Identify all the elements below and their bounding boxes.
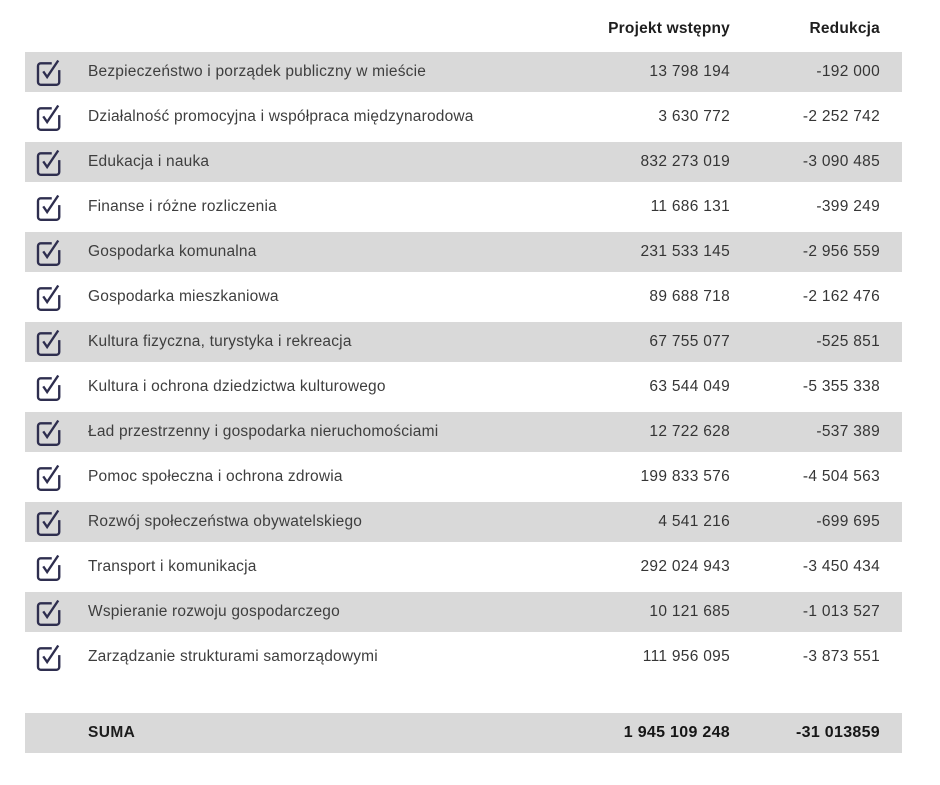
row-label: Pomoc społeczna i ochrona zdrowia xyxy=(88,468,343,485)
reduction-value: -537 389 xyxy=(816,423,880,440)
project-value: 10 121 685 xyxy=(649,603,730,620)
checkbox-cell xyxy=(25,417,88,447)
checkbox-cell xyxy=(25,237,88,267)
row-label: Kultura i ochrona dziedzictwa kulturowego xyxy=(88,378,386,395)
table-row xyxy=(25,592,902,632)
reduction-value: -5 355 338 xyxy=(802,378,880,395)
checkbox-cell xyxy=(25,57,88,87)
row-label: Działalność promocyjna i współpraca międzynarodowa xyxy=(88,108,474,125)
checkbox-cell xyxy=(25,327,88,357)
table-header xyxy=(25,0,902,52)
table-row xyxy=(25,412,902,452)
row-label: Wspieranie rozwoju gospodarczego xyxy=(88,603,340,620)
checked-checkbox-icon[interactable] xyxy=(33,237,63,267)
checked-checkbox-icon[interactable] xyxy=(33,147,63,177)
row-label: Finanse i różne rozliczenia xyxy=(88,198,277,215)
project-value: 11 686 131 xyxy=(650,198,730,215)
project-value: 111 956 095 xyxy=(642,648,730,665)
reduction-value: -2 162 476 xyxy=(802,288,880,305)
checked-checkbox-icon[interactable] xyxy=(33,282,63,312)
project-value: 4 541 216 xyxy=(658,513,730,530)
project-value: 292 024 943 xyxy=(640,558,730,575)
table-row xyxy=(25,187,902,227)
row-label: Ład przestrzenny i gospodarka nieruchomościami xyxy=(88,423,439,440)
reduction-value: -192 000 xyxy=(816,63,880,80)
checked-checkbox-icon[interactable] xyxy=(33,417,63,447)
project-value: 67 755 077 xyxy=(649,333,730,350)
checked-checkbox-icon[interactable] xyxy=(33,462,63,492)
checked-checkbox-icon[interactable] xyxy=(33,192,63,222)
checked-checkbox-icon[interactable] xyxy=(33,507,63,537)
table-body xyxy=(0,52,940,677)
checkbox-cell xyxy=(25,192,88,222)
table-row xyxy=(25,547,902,587)
checked-checkbox-icon[interactable] xyxy=(33,372,63,402)
reduction-value: -3 873 551 xyxy=(802,648,880,665)
table-row xyxy=(25,52,902,92)
reduction-value: -525 851 xyxy=(816,333,880,350)
checkbox-cell xyxy=(25,102,88,132)
table-row xyxy=(25,502,902,542)
checked-checkbox-icon[interactable] xyxy=(33,327,63,357)
row-label: Bezpieczeństwo i porządek publiczny w mieście xyxy=(88,63,427,80)
summary-row xyxy=(25,713,902,753)
reduction-value: -3 450 434 xyxy=(802,558,880,575)
summary-project-value: 1 945 109 248 xyxy=(623,724,730,741)
row-label: Transport i komunikacja xyxy=(88,558,257,575)
checkbox-cell xyxy=(25,507,88,537)
checkbox-cell xyxy=(25,552,88,582)
table-row xyxy=(25,142,902,182)
checkbox-cell xyxy=(25,147,88,177)
column-header-reduction: Redukcja xyxy=(809,20,880,37)
table-row xyxy=(25,97,902,137)
project-value: 832 273 019 xyxy=(640,153,730,170)
summary-label: SUMA xyxy=(88,724,136,741)
reduction-value: -699 695 xyxy=(816,513,880,530)
checked-checkbox-icon[interactable] xyxy=(33,57,63,87)
column-header-project: Projekt wstępny xyxy=(608,20,730,37)
row-label: Kultura fizyczna, turystyka i rekreacja xyxy=(88,333,352,350)
checked-checkbox-icon[interactable] xyxy=(33,642,63,672)
checkbox-cell xyxy=(25,642,88,672)
row-label: Gospodarka komunalna xyxy=(88,243,257,260)
row-label: Zarządzanie strukturami samorządowymi xyxy=(88,648,378,665)
checked-checkbox-icon[interactable] xyxy=(33,552,63,582)
project-value: 12 722 628 xyxy=(649,423,730,440)
reduction-value: -4 504 563 xyxy=(802,468,880,485)
summary-reduction-value: -31 013859 xyxy=(796,724,880,741)
table-row xyxy=(25,322,902,362)
row-label: Rozwój społeczeństwa obywatelskiego xyxy=(88,513,363,530)
table-row xyxy=(25,457,902,497)
checked-checkbox-icon[interactable] xyxy=(33,102,63,132)
project-value: 63 544 049 xyxy=(649,378,730,395)
checked-checkbox-icon[interactable] xyxy=(33,597,63,627)
project-value: 13 798 194 xyxy=(649,63,730,80)
reduction-value: -1 013 527 xyxy=(802,603,880,620)
reduction-value: -399 249 xyxy=(816,198,880,215)
reduction-value: -2 252 742 xyxy=(802,108,880,125)
project-value: 89 688 718 xyxy=(649,288,730,305)
table-row xyxy=(25,232,902,272)
checkbox-cell xyxy=(25,462,88,492)
project-value: 231 533 145 xyxy=(640,243,730,260)
table-row xyxy=(25,367,902,407)
project-value: 3 630 772 xyxy=(658,108,730,125)
project-value: 199 833 576 xyxy=(640,468,730,485)
row-label: Gospodarka mieszkaniowa xyxy=(88,288,279,305)
reduction-value: -3 090 485 xyxy=(802,153,880,170)
checkbox-cell xyxy=(25,597,88,627)
row-label: Edukacja i nauka xyxy=(88,153,210,170)
checkbox-cell xyxy=(25,282,88,312)
table-row xyxy=(25,277,902,317)
checkbox-cell xyxy=(25,372,88,402)
reduction-value: -2 956 559 xyxy=(802,243,880,260)
table-row xyxy=(25,637,902,677)
